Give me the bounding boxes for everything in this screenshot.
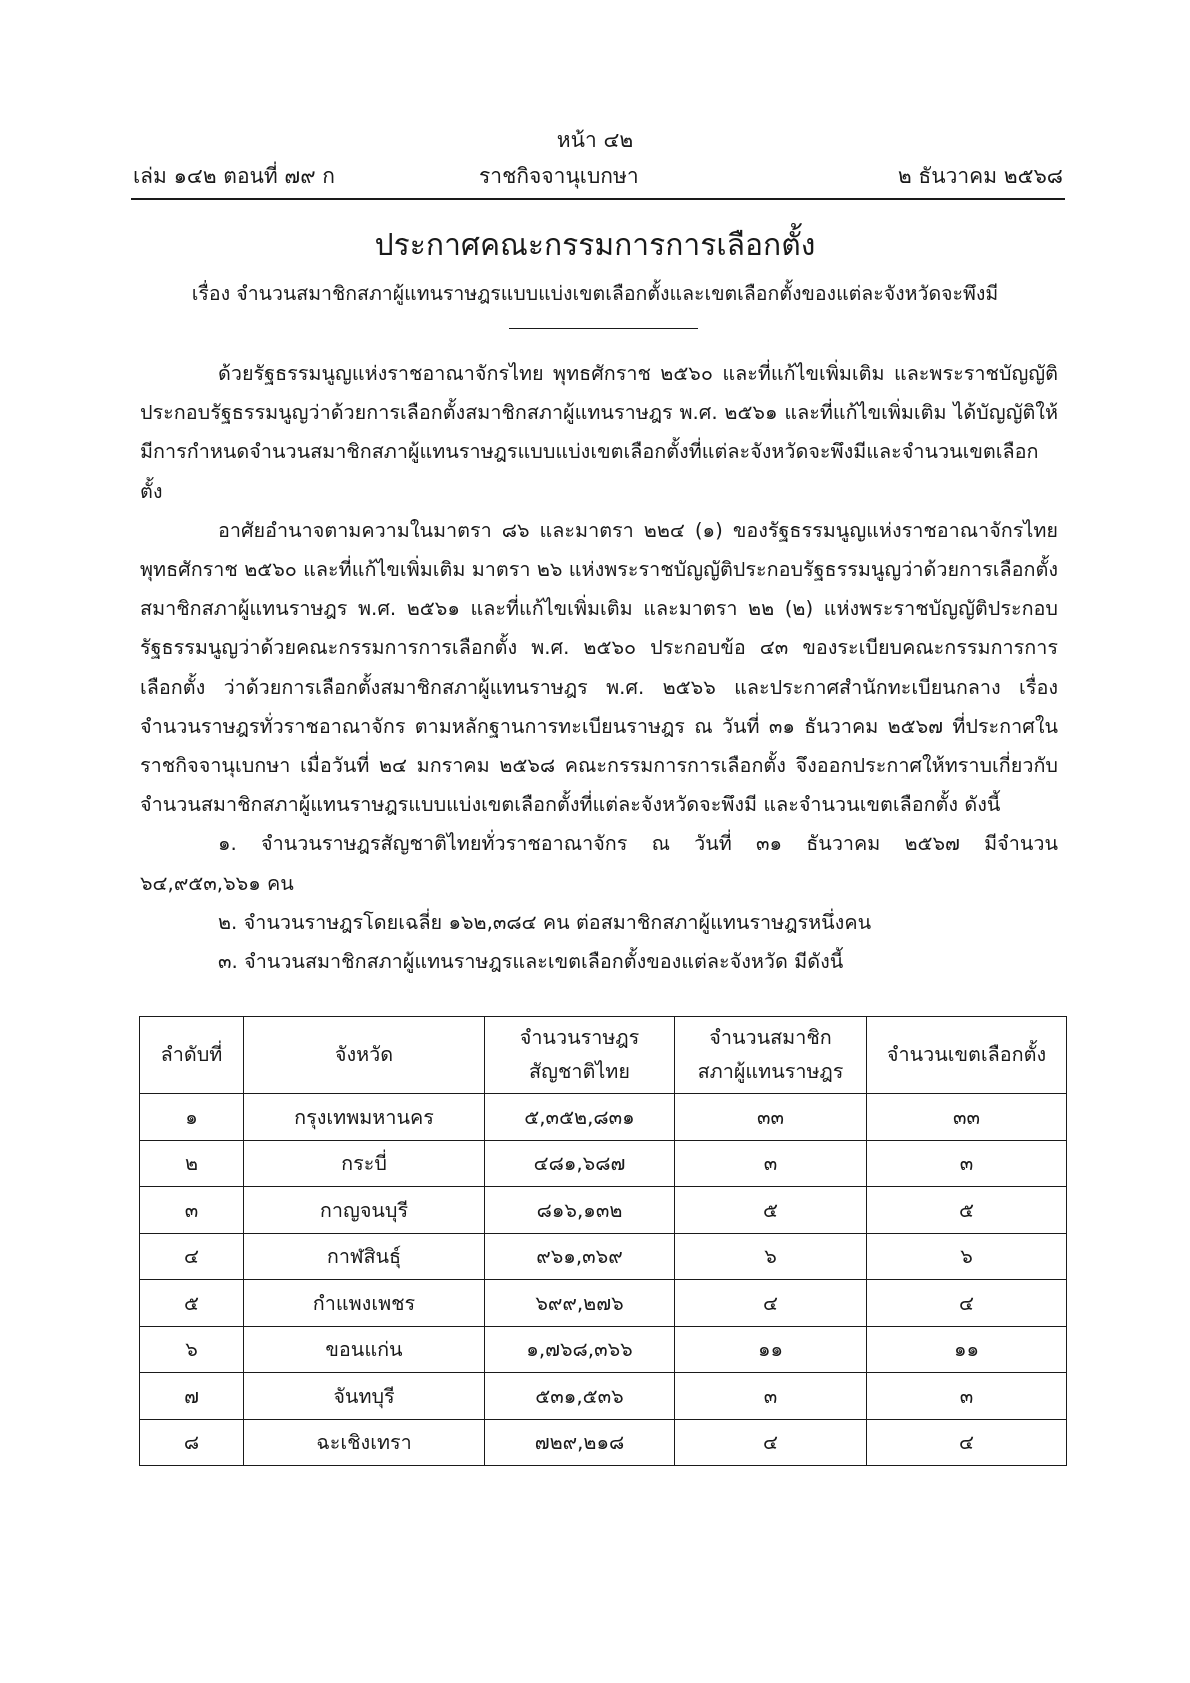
authority-paragraph: อาศัยอำนาจตามความในมาตรา ๘๖ และมาตรา ๒๒๔ (๑) ของรัฐธรรมนูญแห่งราชอาณาจักรไทย พุทธศักราช ๒๕๖๐ และที่แก้ไขเพิ่มเติม มาตรา ๒๖ แห่งพระราชบัญญัติประกอบรัฐธรรมนูญว่าด้วยการเลือกตั้งสมาชิกสภาผู้แทนราษฎร พ.ศ. ๒๕๖๑ และที่แก้ไขเพิ่มเติม และมาตรา ๒๒ (๒) แห่งพระราชบัญญัติประกอบรัฐธรรมนูญว่าด้วยคณะกรรมการการเลือกตั้ง พ.ศ. ๒๕๖๐ ประกอบข้อ ๔๓ ของระเบียบคณะกรรมการการเลือกตั้ง ว่าด้วยการเลือกตั้งสมาชิกสภาผู้แทนราษฎร พ.ศ. ๒๕๖๖ และประกาศสำนักทะเบียนกลาง เรื่อง จำนวนราษฎรทั่วราชอาณาจักร ตามหลักฐานการทะเบียนราษฎร ณ วันที่ ๓๑ ธันวาคม ๒๕๖๗ ที่ประกาศในราชกิจจานุเบกษา เมื่อวันที่ ๒๔ มกราคม ๒๕๖๘ คณะกรรมการการเลือกตั้ง จึงออกประกาศให้ทราบเกี่ยวกับจำนวนสมาชิกสภาผู้แทนราษฎรแบบแบ่งเขตเลือกตั้งที่แต่ละจังหวัดจะพึงมี และจำนวนเขตเลือกตั้ง ดังนี้ (140, 518, 1058, 817)
table-header-row (140, 1017, 1067, 1094)
cell-members: ๑๑ (675, 1326, 867, 1373)
cell-province: จันทบุรี (244, 1373, 485, 1420)
cell-order: ๕ (140, 1280, 244, 1327)
cell-population: ๕๓๑,๕๓๖ (485, 1373, 675, 1420)
announcement-body (140, 354, 1058, 981)
item-table-intro: ๓. จำนวนสมาชิกสภาผู้แทนราษฎรและเขตเลือกตั้งของแต่ละจังหวัด มีดังนี้ (218, 950, 844, 974)
header-members-line1: จำนวนสมาชิก (709, 1026, 832, 1049)
table-row (140, 1187, 1067, 1234)
table-row (140, 1326, 1067, 1373)
announcement-subject: เรื่อง จำนวนสมาชิกสภาผู้แทนราษฎรแบบแบ่งเขตเลือกตั้งและเขตเลือกตั้งของแต่ละจังหวัดจะพึงมี (191, 282, 999, 305)
table-row (140, 1419, 1067, 1466)
cell-province: กระบี่ (244, 1140, 485, 1187)
cell-population: ๔๘๑,๖๘๗ (485, 1140, 675, 1187)
cell-order: ๑ (140, 1094, 244, 1141)
gazette-header (133, 160, 1063, 194)
cell-order: ๒ (140, 1140, 244, 1187)
cell-population: ๙๖๑,๓๖๙ (485, 1233, 675, 1280)
volume-issue: เล่ม ๑๔๒ ตอนที่ ๗๙ ก (133, 164, 335, 188)
table-row (140, 1094, 1067, 1141)
header-members-line2: สภาผู้แทนราษฎร (697, 1060, 844, 1083)
gazette-name: ราชกิจจานุเบกษา (479, 164, 639, 188)
header-districts: จำนวนเขตเลือกตั้ง (867, 1017, 1067, 1094)
table-row (140, 1373, 1067, 1420)
preamble-paragraph: ด้วยรัฐธรรมนูญแห่งราชอาณาจักรไทย พุทธศักราช ๒๕๖๐ และที่แก้ไขเพิ่มเติม และพระราชบัญญัติประกอบรัฐธรรมนูญว่าด้วยการเลือกตั้งสมาชิกสภาผู้แทนราษฎร พ.ศ. ๒๕๖๑ และที่แก้ไขเพิ่มเติม ได้บัญญัติให้มีการกำหนดจำนวนสมาชิกสภาผู้แทนราษฎรแบบแบ่งเขตเลือกตั้งที่แต่ละจังหวัดจะพึงมีและจำนวนเขตเลือกตั้ง (140, 362, 1058, 503)
cell-districts: ๓๓ (867, 1094, 1067, 1141)
cell-districts: ๕ (867, 1187, 1067, 1234)
province-table (139, 1016, 1067, 1466)
cell-order: ๓ (140, 1187, 244, 1234)
table-row (140, 1140, 1067, 1187)
gazette-date: ๒ ธันวาคม ๒๕๖๘ (897, 164, 1063, 188)
header-members (675, 1017, 867, 1094)
cell-population: ๑,๗๖๘,๓๖๖ (485, 1326, 675, 1373)
cell-population: ๖๙๙,๒๗๖ (485, 1280, 675, 1327)
table-row (140, 1280, 1067, 1327)
cell-order: ๗ (140, 1373, 244, 1420)
header-rule (131, 198, 1065, 200)
table-row (140, 1233, 1067, 1280)
cell-province: กรุงเทพมหานคร (244, 1094, 485, 1141)
cell-districts: ๔ (867, 1280, 1067, 1327)
cell-members: ๓ (675, 1140, 867, 1187)
cell-province: ขอนแก่น (244, 1326, 485, 1373)
item-average-population: ๒. จำนวนราษฎรโดยเฉลี่ย ๑๖๒,๓๘๔ คน ต่อสมาชิกสภาผู้แทนราษฎรหนึ่งคน (218, 910, 872, 934)
cell-order: ๔ (140, 1233, 244, 1280)
cell-districts: ๔ (867, 1419, 1067, 1466)
cell-province: กำแพงเพชร (244, 1280, 485, 1327)
item-total-population: ๑. จำนวนราษฎรสัญชาติไทยทั่วราชอาณาจักร ณ วันที่ ๓๑ ธันวาคม ๒๕๖๗ มีจำนวน ๖๔,๙๕๓,๖๖๑ คน (140, 832, 1058, 895)
title-divider (509, 328, 698, 329)
cell-members: ๓ (675, 1373, 867, 1420)
cell-members: ๕ (675, 1187, 867, 1234)
header-population-line1: จำนวนราษฎร (519, 1026, 640, 1049)
cell-population: ๘๑๖,๑๓๒ (485, 1187, 675, 1234)
header-order: ลำดับที่ (140, 1017, 244, 1094)
cell-population: ๗๒๙,๒๑๘ (485, 1419, 675, 1466)
cell-province: กาญจนบุรี (244, 1187, 485, 1234)
cell-members: ๔ (675, 1419, 867, 1466)
cell-districts: ๑๑ (867, 1326, 1067, 1373)
header-population-line2: สัญชาติไทย (529, 1060, 630, 1083)
header-province: จังหวัด (244, 1017, 485, 1094)
announcement-title: ประกาศคณะกรรมการการเลือกตั้ง (374, 228, 816, 263)
cell-members: ๖ (675, 1233, 867, 1280)
cell-districts: ๖ (867, 1233, 1067, 1280)
cell-districts: ๓ (867, 1373, 1067, 1420)
cell-province: กาฬสินธุ์ (244, 1233, 485, 1280)
cell-members: ๔ (675, 1280, 867, 1327)
cell-order: ๖ (140, 1326, 244, 1373)
cell-members: ๓๓ (675, 1094, 867, 1141)
page-number: หน้า ๔๒ (556, 128, 634, 152)
cell-districts: ๓ (867, 1140, 1067, 1187)
cell-population: ๕,๓๕๒,๘๓๑ (485, 1094, 675, 1141)
cell-order: ๘ (140, 1419, 244, 1466)
cell-province: ฉะเชิงเทรา (244, 1419, 485, 1466)
header-population (485, 1017, 675, 1094)
